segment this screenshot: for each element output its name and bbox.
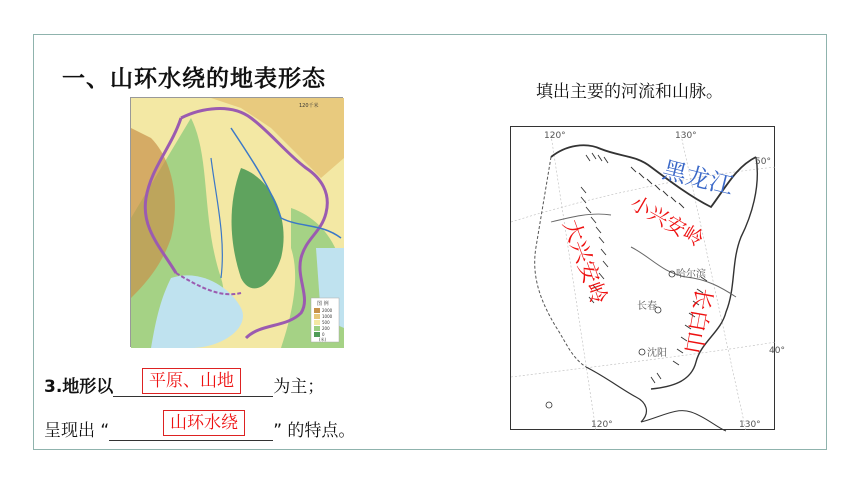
river-answer-label: 黑龙江 (659, 155, 737, 201)
terrain-map (130, 97, 343, 347)
legend-value: 500 (322, 320, 330, 325)
answer-box-terrain: 平原、山地 (142, 368, 241, 394)
lat-label: 50° (755, 157, 771, 167)
range-answer-label: 小兴安岭 (626, 190, 708, 252)
terrain-scale-label: 120千米 (299, 103, 319, 109)
lon-label: 120° (591, 420, 613, 430)
question-prefix: 3.地形以 (44, 377, 114, 397)
instruction-text: 填出主要的河流和山脉。 (536, 82, 723, 102)
question-prefix: 呈现出 “ (44, 421, 110, 441)
section-title: 一、山环水绕的地表形态 (62, 66, 326, 92)
legend-title: 图 例 (317, 301, 329, 307)
question-suffix: ” 的特点。 (273, 421, 356, 441)
lon-label: 130° (739, 420, 761, 430)
terrain-legend (311, 298, 339, 342)
range-answer-label: 长白山 (679, 285, 716, 356)
answer-box-feature: 山环水绕 (163, 410, 245, 436)
city-label: 哈尔滨 (676, 269, 706, 280)
outline-map (510, 126, 785, 430)
range-answer-label: 大兴安岭 (557, 216, 611, 308)
lat-label: 40° (769, 346, 785, 356)
legend-value: 0 (322, 332, 325, 337)
question-suffix: 为主； (273, 377, 325, 397)
legend-value: 1000 (322, 314, 333, 319)
legend-unit: (米) (319, 337, 327, 342)
outline-map-graphic (511, 127, 785, 431)
city-label: 沈阳 (647, 348, 667, 359)
lon-label: 130° (675, 131, 697, 141)
lon-label: 120° (544, 131, 566, 141)
terrain-map-graphic (131, 98, 344, 348)
city-label: 长春 (637, 301, 657, 312)
legend-value: 200 (322, 326, 330, 331)
legend-value: 2000 (322, 308, 333, 313)
